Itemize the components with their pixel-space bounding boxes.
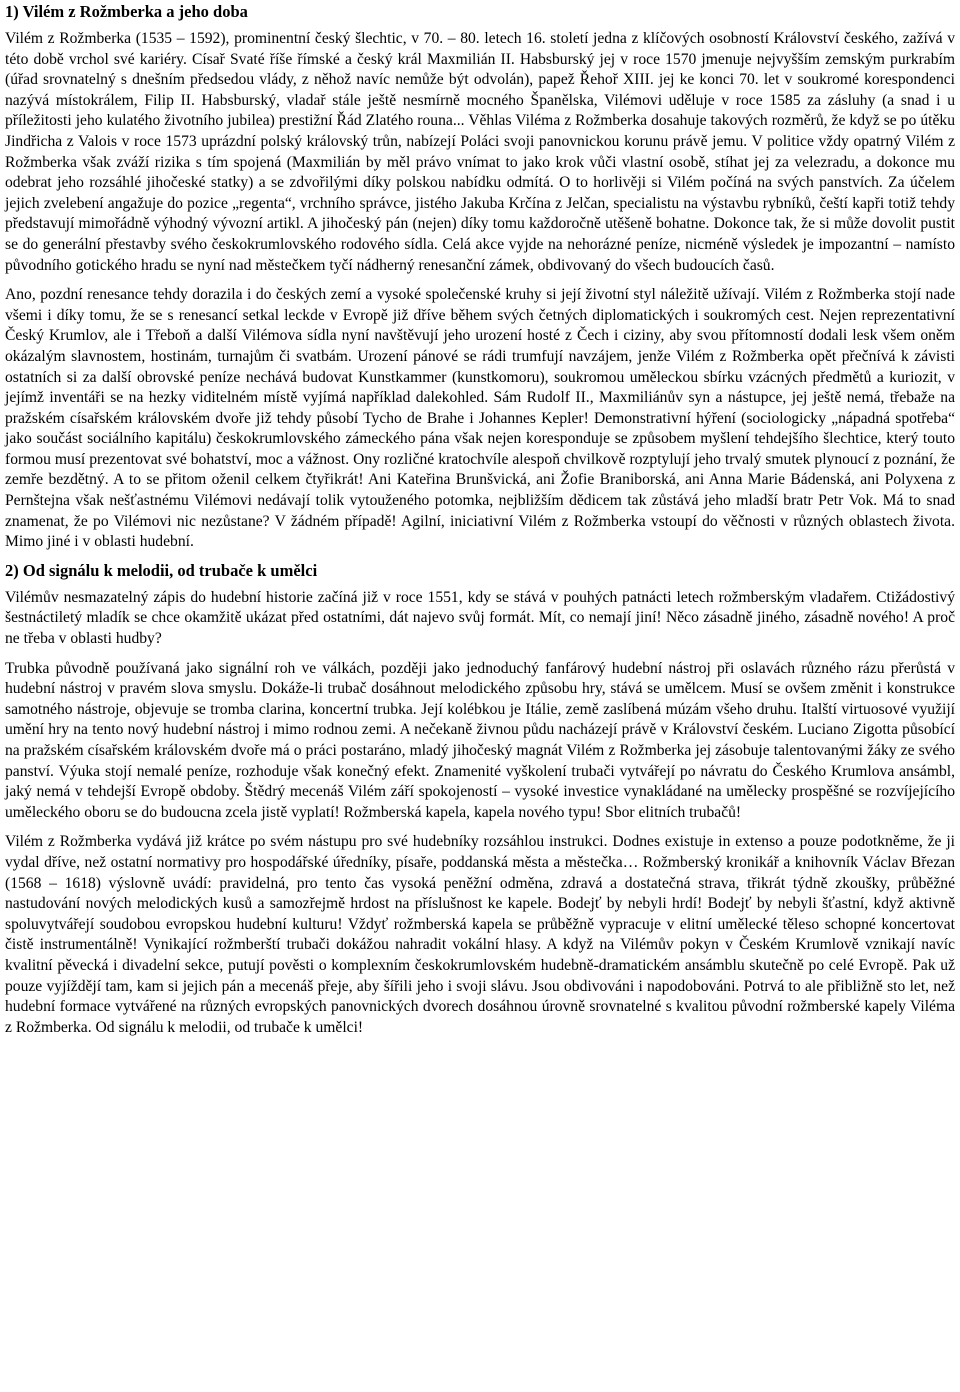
paragraph-1-2: Ano, pozdní renesance tehdy dorazila i do českých zemí a vysoké společenské kruhy si její životní styl náležitě užívají. Vilém z Rožmberka stojí nade všemi i díky tomu, že se s renesancí setkal leckde v Evropě již dříve během svých četných diplomatických i soukromých cest. Nejen reprezentativní Český Krumlov, ale i Třeboň a další Vilémova sídla nyní navštěvují jeho urození hosté z Čech i ciziny, aby svou přítomností dodali lesk všem oněm okázalým slavnostem, hostinám, turnajům či svatbám. Urození pánové se rádi trumfují navzájem, jenže Vilém z Rožmberka opět přečnívá k závisti ostatních si za další obrovské peníze nechává budovat Kunstkammer (kunstkomoru), soukromou uměleckou sbírku vzácných předmětů a kuriozit, v jejímž inventáři se na hezky viditelném místě vyjímá například dalekohled. Sám Rudolf II., Maxmiliánův syn a nástupce, jej ještě nemá, třebaže na pražském císařském královském dvoře již tehdy působí Tycho de Brahe i Johannes Kepler! Demonstrativní hýření (sociologicky „nápadná spotřeba“ jako součást sociálního kapitálu) českokrumlovského zámeckého pána však nejen koresponduje se způsobem myšlení tehdejšího šlechtice, který touto formou musí prezentovat své bohatství, moc a vážnost. Ony rozličné kratochvíle alespoň chvilkově rozptylují jeho trvalý smutek plynoucí z poznání, že zemře bezdětný. A to se přitom oženil celkem čtyřikrát! Ani Kateřina Brunšvická, ani Žofie Braniborská, ani Anna Marie Bádenská, ani Polyxena z Pernštejna však nešťastnému Vilémovi nedávají tolik vytouženého potomka, nejbližším dědicem tak zůstává jeho mladší bratr Petr Vok. Má to snad znamenat, že po Vilémovi nic nezůstane? V žádném případě! Agilní, iniciativní Vilém z Rožmberka vstoupí do věčnosti v různých oblastech života. Mimo jiné i v oblasti hudební. [5,286,955,551]
section-heading-2: 2) Od signálu k melodii, od trubače k umělci [5,560,318,580]
paragraph-2-3: Vilém z Rožmberka vydává již krátce po svém nástupu pro své hudebníky rozsáhlou instrukci. Dodnes existuje in extenso a pouze podotkněme, že ji vydal dříve, než ostatní normativy pro hospodářské úředníky, písaře, poddanská města a městečka… Rožmberský kronikář a knihovník Václav Březan (1568 – 1618) výslovně uvádí: pravidelná, pro tento čas vysoká peněžní odměna, zdravá a dostatečná strava, třikrát týdně zkoušky, průběžné nastudování nových melodických kusů a samozřejmě hrdost na příslušnost ke kapele. Bodejť by nebyli hrdí! Bodejť by nebyli šťastní, když aktivně spoluvytvářejí soudobou evropskou hudební kulturu! Vždyť rožmberská kapela se průběžně vypracuje v elitní umělecké těleso schopné koncertovat čistě instrumentálně! Vynikající rožmberští trubači dokážou nahradit vokální hlasy. A když na Vilémův pokyn v Českém Krumlově vznikají navíc kvalitní pěvecká i divadelní sekce, putují pověsti o komplexním českokrumlovském hudebně-dramatickém ansámblu skutečně po celé Evropě. Pak už pouze vyjíždějí tam, kam si jejich pán a mecenáš přeje, aby šířili jeho i svoji slávu. Jsou obdivováni i napodobováni. Potrvá to ale přibližně sto let, než hudební formace vytvářené na různých evropských panovnických dvorech dosáhnou úrovně srovnatelné s kvalitou původní rožmberské kapely Viléma z Rožmberka. Od signálu k melodii, od trubače k umělci! [5,833,955,1036]
paragraph-1-1: Vilém z Rožmberka (1535 – 1592), prominentní český šlechtic, v 70. – 80. letech 16. století jedna z klíčových osobností Království českého, zažívá v této době vrchol své kariéry. Císař Svaté říše římské a český král Maxmilián II. Habsburský jej v roce 1570 jmenuje nejvyšším zemským purkrabím (úřad srovnatelný s dnešním předsedou vlády, z něhož navíc nemůže být odvolán), papež Řehoř XIII. jej ke konci 70. let v soukromé korespondenci nazývá místokrálem, Filip II. Habsburský, vladař stále ještě nesmírně mocného Španělska, Vilémovi uděluje v roce 1585 za zásluhy (a snad i u příležitosti jeho kulatého životního jubilea) prestižní Řád Zlatého rouna... Věhlas Viléma z Rožmberka dosahuje takových rozměrů, že když se po útěku Jindřicha z Valois v roce 1573 uprázdní polský královský trůn, nabízejí Poláci svoji panovnickou korunu právě jemu. V politice vždy opatrný Vilém z Rožmberka však zváží rizika s tím spojená (Maxmilián by měl právo vnímat to jako krok vůči vlastní osobě, stíhat jej za velezradu, a dokonce mu odebrat jeho rozsáhlé jihočeské statky) a se zdvořilými díky polskou nabídku odmítá. O to horlivěji si Vilém počíná na svých panstvích. Za účelem jejich zvelebení angažuje do pozice „regenta“, vrchního správce, jistého Jakuba Krčína z Jelčan, specialistu na výstavbu rybníků, čeští kapři totiž tehdy představují mimořádně výhodný vývozní artikl. A jihočeský pán (nejen) díky tomu každoročně utěšeně bohatne. Dokonce tak, že si může dovolit pustit se do generální přestavby svého českokrumlovského rodového sídla. Celá akce vyjde na nehorázné peníze, nicméně výsledek je impozantní – namísto původního gotického hradu se nyní nad městečkem tyčí nádherný renesanční zámek, obdivovaný do všech budoucích časů. [5,30,955,274]
paragraph-2-1: Vilémův nesmazatelný zápis do hudební historie začíná již v roce 1551, kdy se stává v pouhých patnácti letech rožmberským vladařem. Ctižádostivý šestnáctiletý mladík se chce okamžitě ukázat před ostatními, dát najevo svůj formát. Mít, co nemají jiní! Něco zásadně jiného, zásadně nového! A proč ne třeba v oblasti hudby? [5,588,955,648]
section-heading-1: 1) Vilém z Rožmberka a jeho doba [5,2,248,21]
paragraph-2-2: Trubka původně používaná jako signální roh ve válkách, později jako jednoduchý fanfárový hudební nástroj při oslavách různého rázu přerůstá v hudební nástroj v pravém slova smyslu. Dokáže-li trubač dosáhnout melodického způsobu hry, stává se umělcem. Musí se ovšem změnit i konstrukce samotného nástroje, objevuje se tromba clarina, koncertní trubka. Její kolébkou je Itálie, země zaslíbená múzám všeho druhu. Italští virtuosové využijí umění hry na tento nový hudební nástroj i mimo rodnou zemi. A nečekaně živnou půdu nacházejí právě v Království českém. Luciano Zigotta působící na pražském císařském královském dvoře má o práci postaráno, mladý jihočeský magnát Vilém z Rožmberka jej zásobuje talentovanými žáky ze svého panství. Výuka stojí nemalé peníze, rozhoduje však konečný efekt. Znamenité vyškolení trubači vytvářejí po návratu do Českého Krumlova ansámbl, jaký nemá v tehdejší Evropě obdoby. Štědrý mecenáš Vilém září spokojeností – vysoké investice vynakládané na umělecky prospěšné se rozvíjejícího uměleckého oboru se do budoucna zcela jistě vyplatí! Rožmberská kapela, kapela nového typu! Sbor elitních trubačů! [5,659,955,821]
